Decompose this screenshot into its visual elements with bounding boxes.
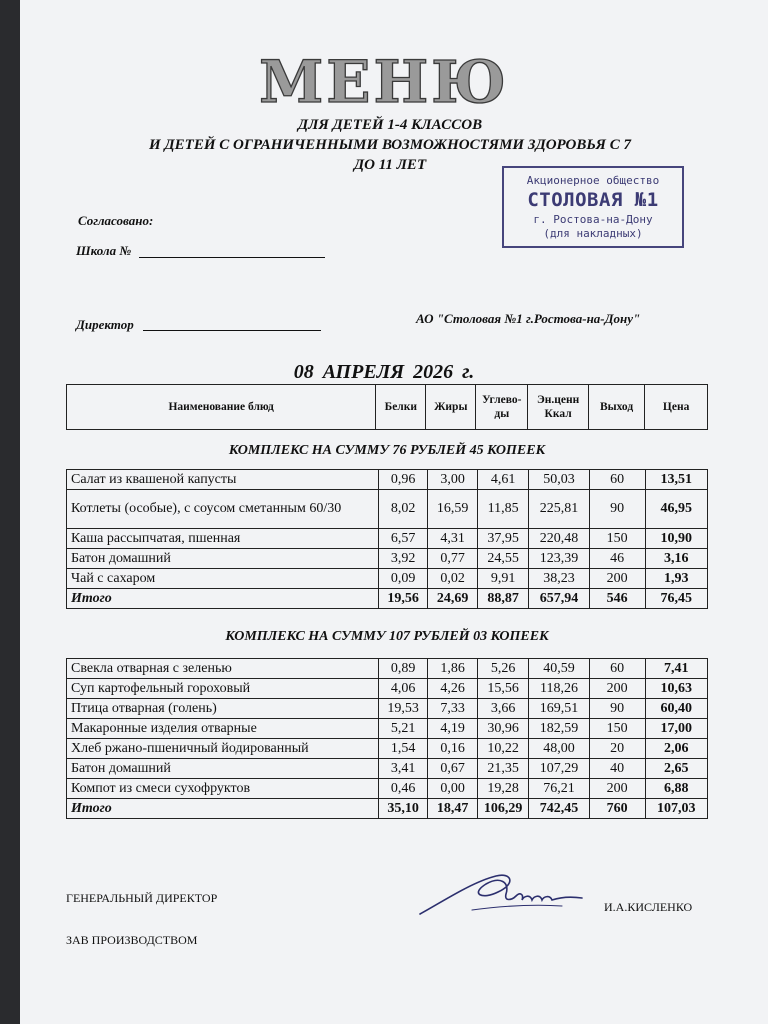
fat-value: 4,19	[428, 719, 477, 739]
director-underline	[143, 330, 321, 331]
fat-value: 3,00	[428, 470, 477, 490]
table-row	[67, 779, 708, 799]
energy-value: 76,21	[529, 779, 589, 799]
carbs-value: 24,55	[477, 549, 529, 569]
total-yield: 760	[589, 799, 645, 819]
school-label: Школа №	[76, 243, 132, 258]
total-carbs: 106,29	[477, 799, 529, 819]
header-carbs-line-2: ды	[494, 408, 510, 420]
table-row	[67, 569, 708, 589]
price-value: 10,90	[645, 529, 707, 549]
table-row	[67, 529, 708, 549]
director-label: Директор	[76, 317, 134, 332]
yield-value: 60	[589, 470, 645, 490]
carbs-value: 4,61	[477, 470, 529, 490]
total-label: Итого	[67, 589, 379, 609]
carbs-value: 9,91	[477, 569, 529, 589]
fat-value: 0,16	[428, 739, 477, 759]
yield-value: 200	[589, 569, 645, 589]
school-underline	[139, 257, 325, 258]
general-director-label: ГЕНЕРАЛЬНЫЙ ДИРЕКТОР	[66, 891, 218, 905]
energy-value: 123,39	[529, 549, 589, 569]
table-header	[66, 384, 708, 430]
total-price: 107,03	[645, 799, 707, 819]
carbs-value: 10,22	[477, 739, 529, 759]
yield-value: 150	[589, 719, 645, 739]
complex-2-table	[66, 658, 708, 819]
header-energy-line-2: Ккал	[544, 408, 572, 420]
total-fat: 18,47	[428, 799, 477, 819]
header-fat: Жиры	[426, 385, 476, 430]
energy-value: 50,03	[529, 470, 589, 490]
complex-1-title: КОМПЛЕКС НА СУММУ 76 РУБЛЕЙ 45 КОПЕЕК	[228, 443, 546, 458]
price-value: 1,93	[645, 569, 707, 589]
table-row	[67, 679, 708, 699]
total-row	[67, 589, 708, 609]
yield-value: 150	[589, 529, 645, 549]
total-yield: 546	[589, 589, 645, 609]
total-fat: 24,69	[428, 589, 477, 609]
dish-name: Компот из смеси сухофруктов	[67, 779, 379, 799]
company-stamp	[502, 166, 684, 248]
energy-value: 169,51	[529, 699, 589, 719]
energy-value: 107,29	[529, 759, 589, 779]
dish-name: Батон домашний	[67, 759, 379, 779]
header-energy-line-1: Эн.ценн	[536, 393, 580, 406]
yield-value: 90	[589, 699, 645, 719]
fat-value: 0,00	[428, 779, 477, 799]
protein-value: 0,09	[378, 569, 427, 589]
stamp-line-4: (для накладных)	[543, 227, 643, 240]
protein-value: 8,02	[378, 490, 427, 529]
fat-value: 16,59	[428, 490, 477, 529]
protein-value: 3,41	[378, 759, 427, 779]
dish-name: Чай с сахаром	[67, 569, 379, 589]
table-row	[67, 659, 708, 679]
fat-value: 4,31	[428, 529, 477, 549]
energy-value: 182,59	[529, 719, 589, 739]
protein-value: 19,53	[378, 699, 427, 719]
protein-value: 3,92	[378, 549, 427, 569]
organization-name: АО "Столовая №1 г.Ростова-на-Дону"	[416, 311, 641, 326]
table-row	[67, 739, 708, 759]
menu-date: 08 АПРЕЛЯ 2026 г.	[293, 361, 475, 383]
stamp-line-2: СТОЛОВАЯ №1	[527, 189, 659, 211]
dish-name: Хлеб ржано-пшеничный йодированный	[67, 739, 379, 759]
protein-value: 0,46	[378, 779, 427, 799]
header-price: Цена	[645, 385, 708, 430]
total-protein: 19,56	[378, 589, 427, 609]
total-label: Итого	[67, 799, 379, 819]
header-dish-name: Наименование блюд	[67, 385, 376, 430]
yield-value: 200	[589, 679, 645, 699]
table-row	[67, 470, 708, 490]
protein-value: 4,06	[378, 679, 427, 699]
yield-value: 60	[589, 659, 645, 679]
fat-value: 0,02	[428, 569, 477, 589]
header-yield: Выход	[588, 385, 644, 430]
total-energy: 657,94	[529, 589, 589, 609]
total-price: 76,45	[645, 589, 707, 609]
yield-value: 20	[589, 739, 645, 759]
protein-value: 0,96	[378, 470, 427, 490]
total-carbs: 88,87	[477, 589, 529, 609]
dish-name: Птица отварная (голень)	[67, 699, 379, 719]
stamp-line-1: Акционерное общество	[526, 174, 660, 187]
total-energy: 742,45	[529, 799, 589, 819]
yield-value: 90	[589, 490, 645, 529]
protein-value: 6,57	[378, 529, 427, 549]
table-row	[67, 719, 708, 739]
signature-icon	[412, 862, 588, 926]
carbs-value: 19,28	[477, 779, 529, 799]
fat-value: 0,77	[428, 549, 477, 569]
fat-value: 7,33	[428, 699, 477, 719]
table-row	[67, 699, 708, 719]
stamp-line-3: г. Ростова-на-Дону	[533, 213, 653, 226]
total-row	[67, 799, 708, 819]
dish-name: Суп картофельный гороховый	[67, 679, 379, 699]
dish-name: Котлеты (особые), с соусом сметанным 60/30	[67, 490, 379, 529]
dish-name: Батон домашний	[67, 549, 379, 569]
protein-value: 5,21	[378, 719, 427, 739]
table-row	[67, 490, 708, 529]
fat-value: 1,86	[428, 659, 477, 679]
carbs-value: 30,96	[477, 719, 529, 739]
price-value: 3,16	[645, 549, 707, 569]
fat-value: 0,67	[428, 759, 477, 779]
header-carbs-line-1: Углево-	[482, 393, 522, 406]
carbs-value: 37,95	[477, 529, 529, 549]
total-protein: 35,10	[378, 799, 427, 819]
complex-1-table	[66, 469, 708, 609]
protein-value: 0,89	[378, 659, 427, 679]
price-value: 7,41	[645, 659, 707, 679]
subtitle-line-3: ДО 11 ЛЕТ	[353, 157, 427, 173]
agreed-label: Согласовано:	[78, 213, 154, 228]
subtitle-line-2: И ДЕТЕЙ С ОГРАНИЧЕННЫМИ ВОЗМОЖНОСТЯМИ ЗДОРОВЬЯ С 7	[149, 137, 631, 153]
table-row	[67, 759, 708, 779]
carbs-value: 15,56	[477, 679, 529, 699]
dish-name: Каша рассыпчатая, пшенная	[67, 529, 379, 549]
carbs-value: 11,85	[477, 490, 529, 529]
protein-value: 1,54	[378, 739, 427, 759]
energy-value: 48,00	[529, 739, 589, 759]
production-head-label: ЗАВ ПРОИЗВОДСТВОМ	[66, 933, 198, 947]
energy-value: 40,59	[529, 659, 589, 679]
carbs-value: 21,35	[477, 759, 529, 779]
header-energy	[528, 385, 589, 430]
yield-value: 46	[589, 549, 645, 569]
yield-value: 200	[589, 779, 645, 799]
dish-name: Свекла отварная с зеленью	[67, 659, 379, 679]
price-value: 60,40	[645, 699, 707, 719]
complex-2-title: КОМПЛЕКС НА СУММУ 107 РУБЛЕЙ 03 КОПЕЕК	[225, 629, 549, 644]
yield-value: 40	[589, 759, 645, 779]
page-title: МЕНЮ	[259, 48, 509, 116]
price-value: 2,65	[645, 759, 707, 779]
price-value: 13,51	[645, 470, 707, 490]
energy-value: 225,81	[529, 490, 589, 529]
dish-name: Салат из квашеной капусты	[67, 470, 379, 490]
energy-value: 118,26	[529, 679, 589, 699]
price-value: 2,06	[645, 739, 707, 759]
dish-name: Макаронные изделия отварные	[67, 719, 379, 739]
price-value: 10,63	[645, 679, 707, 699]
energy-value: 220,48	[529, 529, 589, 549]
table-row	[67, 549, 708, 569]
fat-value: 4,26	[428, 679, 477, 699]
signer-name: И.А.КИСЛЕНКО	[604, 900, 693, 914]
price-value: 6,88	[645, 779, 707, 799]
header-protein: Белки	[376, 385, 426, 430]
subtitle-line-1: ДЛЯ ДЕТЕЙ 1-4 КЛАССОВ	[297, 117, 483, 133]
price-value: 46,95	[645, 490, 707, 529]
carbs-value: 3,66	[477, 699, 529, 719]
header-carbs	[476, 385, 528, 430]
carbs-value: 5,26	[477, 659, 529, 679]
price-value: 17,00	[645, 719, 707, 739]
energy-value: 38,23	[529, 569, 589, 589]
